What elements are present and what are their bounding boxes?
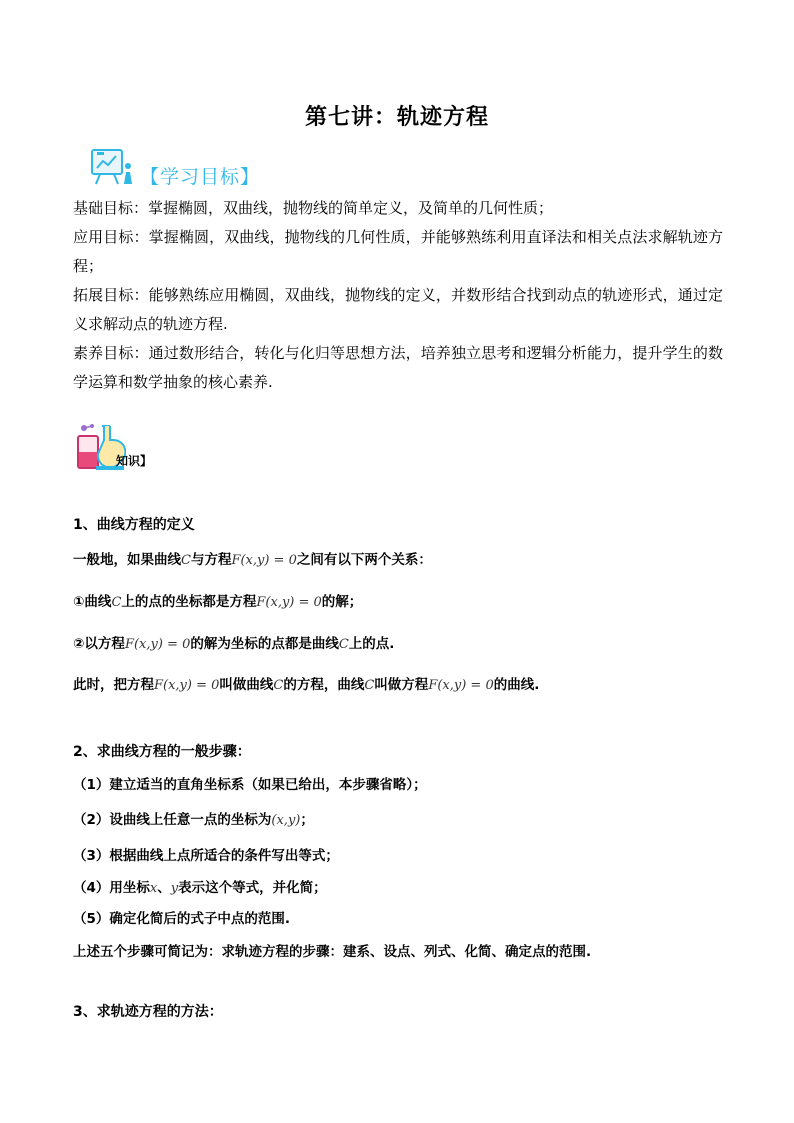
section1-title: 1、曲线方程的定义 [73,517,195,533]
goal-extend: 拓展目标：能够熟练应用椭圆，双曲线，抛物线的定义，并数形结合找到动点的轨迹形式，通过定义求解动点的轨迹方程. [73,286,723,333]
goal-basic: 基础目标：掌握椭圆，双曲线，抛物线的简单定义，及简单的几何性质； [73,199,554,217]
section1-line1: 一般地，如果曲线C与方程F(x,y) = 0之间有以下两个关系： [73,552,432,568]
step-3: （3）根据曲线上点所适合的条件写出等式； [73,848,339,864]
step-4: （4）用坐标x、y表示这个等式，并化简； [73,880,327,896]
page-title: 第七讲：轨迹方程 [304,105,489,130]
step-1: （1）建立适当的直角坐标系（如果已给出，本步骤省略）； [73,777,427,793]
section1-line4: 此时，把方程F(x,y) = 0叫做曲线C的方程，曲线C叫做方程F(x,y) = 0的曲线. [73,677,540,693]
section3-title: 3、求轨迹方程的方法： [73,1004,223,1020]
section1-line2: ①曲线C上的点的坐标都是方程F(x,y) = 0的解； [73,594,363,610]
presentation-board-icon [88,148,134,186]
section2-title: 2、求曲线方程的一般步骤： [73,744,251,760]
goal-literacy: 素养目标：通过数形结合，转化与化归等思想方法，培养独立思考和逻辑分析能力，提升学生的数学运算和数学抽象的核心素养. [73,344,723,391]
step-2: （2）设曲线上任意一点的坐标为(x,y)； [73,812,314,828]
goals-heading: 【学习目标】 [140,166,261,188]
section1-line3: ②以方程F(x,y) = 0的解为坐标的点都是曲线C上的点. [73,636,395,652]
knowledge-heading: 知识】 [116,454,153,468]
step-5: （5）确定化简后的式子中点的范围. [73,911,291,927]
goal-apply: 应用目标：掌握椭圆，双曲线，抛物线的几何性质，并能够熟练利用直译法和相关点法求解轨迹方程； [73,228,723,275]
steps-summary: 上述五个步骤可简记为：求轨迹方程的步骤：建系、设点、列式、化简、确定点的范围. [73,944,592,960]
